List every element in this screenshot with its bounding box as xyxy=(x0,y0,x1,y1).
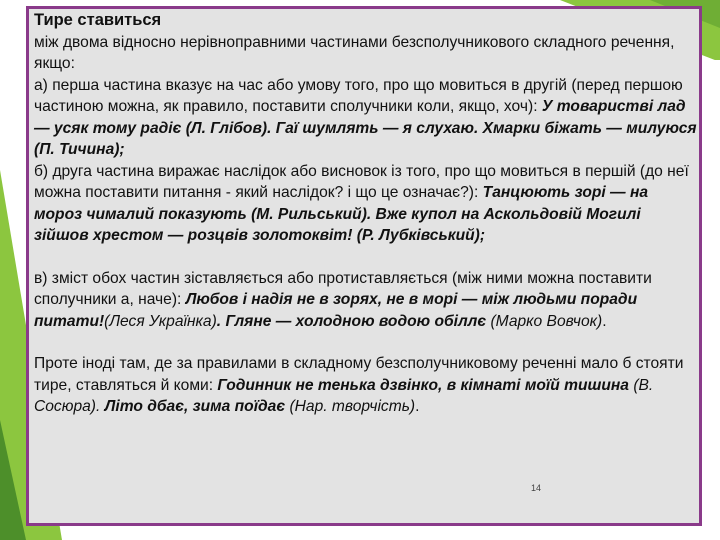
final-ref-2: (Нар. творчість) xyxy=(285,398,416,415)
intro-text: між двома відносно нерівноправними частинами безсполучникового складного речення, якщо: xyxy=(34,33,675,72)
final-ref-1: (В. Сосюра). xyxy=(34,376,654,415)
rule-b-example: Танцюють зорі — на мороз чималий показують (М. Рильський). Вже купол на Аскольдовій Могилі зійшов хрестом — розцвів золотоквіт! (Р. Лубківський); xyxy=(34,184,649,244)
rule-item-c xyxy=(34,268,698,333)
rule-c-ref-2: (Марко Вовчок) xyxy=(486,312,603,330)
rule-c-ref-1: (Леся Українка) xyxy=(104,312,217,330)
final-text: Проте іноді там, де за правилами в складному безсполучниковому реченні мало б стояти тире, ставляться й коми: xyxy=(34,355,684,394)
slide-content xyxy=(34,10,698,418)
final-example-2: Літо дбає, зима поїдає xyxy=(100,398,286,415)
final-example-1b: а дзвінко, в кімнаті моїй тишина xyxy=(367,376,629,394)
rule-c-end: . xyxy=(602,312,607,330)
final-paragraph xyxy=(34,353,698,418)
paragraph-gap-2 xyxy=(34,332,698,353)
paragraph-gap xyxy=(34,247,698,268)
rule-a-example: У товаристві лад — усяк тому радіє (Л. Глібов). Гаї шумлять — я слухаю. Хмарки біжать — милуюся (П. Тичина); xyxy=(34,98,697,158)
rule-b-text: б) друга частина виражає наслідок або висновок із того, про що мовиться в першій (до неї можна поставити питання - який наслідок? і що це означає?): xyxy=(34,162,689,201)
slide-title: Тире ставиться xyxy=(34,11,162,29)
rule-a-text: а) перша частина вказує на час або умову того, про що мовиться в другій (перед першою частиною можна, як правило, поставити сполучники коли, якщо, хоч): xyxy=(34,76,683,115)
intro-paragraph xyxy=(34,10,698,75)
final-example-1: Годинник не теньк xyxy=(217,376,368,394)
final-end: . xyxy=(415,398,420,415)
rule-item-b xyxy=(34,161,698,247)
rule-c-example-1: Любов і надія не в зорях, не в морі — між людьми поради питати! xyxy=(34,291,638,330)
rule-c-example-2: . Гляне — холодною водою обіллє xyxy=(216,312,487,330)
rule-c-text: в) зміст обох частин зіставляється або протиставляється (між ними можна поставити сполучники а, наче): xyxy=(34,269,652,308)
rule-item-a xyxy=(34,75,698,161)
page-number: 14 xyxy=(531,483,542,493)
